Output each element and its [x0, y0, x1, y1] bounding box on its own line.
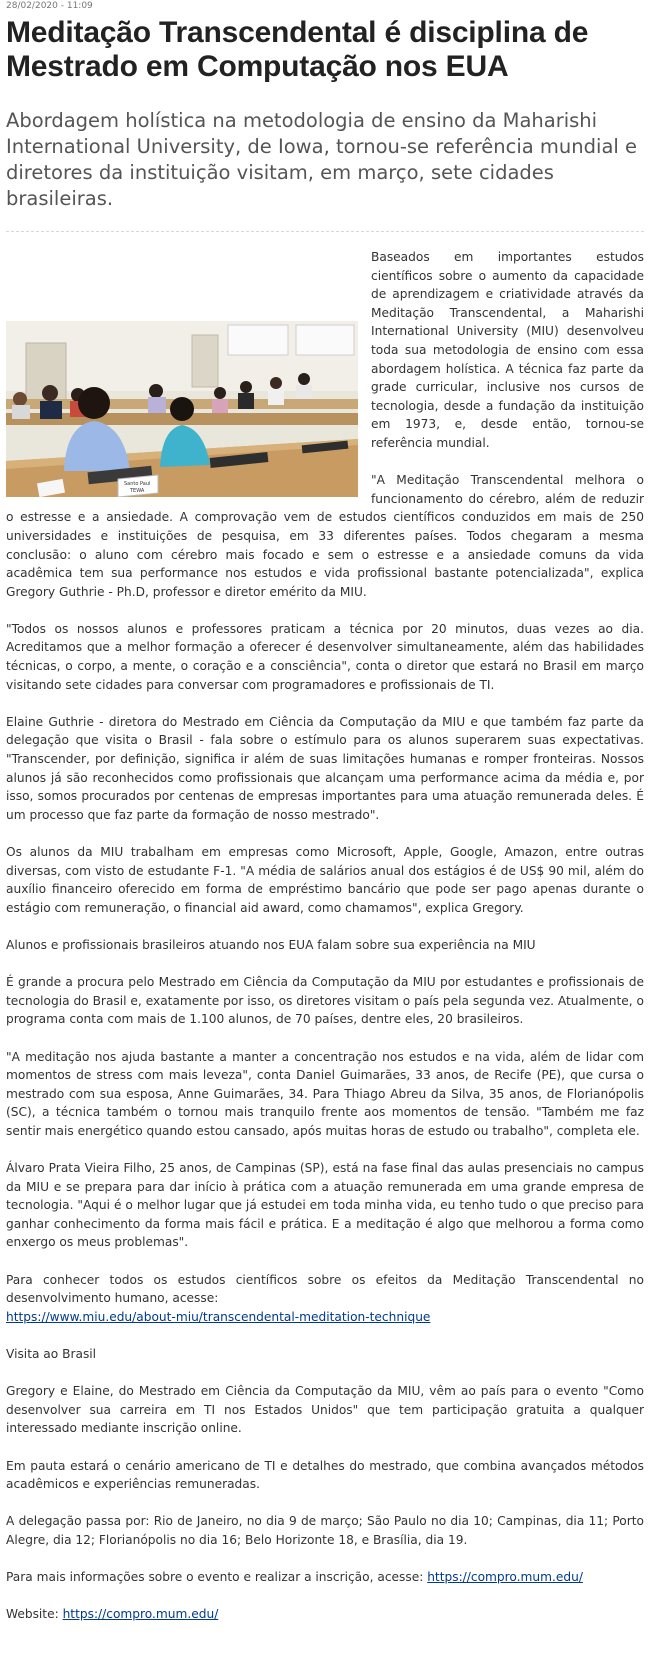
- info-paragraph: [6, 1568, 644, 1587]
- divider: [6, 231, 644, 232]
- visit-heading: Visita ao Brasil: [6, 1347, 97, 1362]
- paragraph-3: "Todos os nossos alunos e professores praticam a técnica por 20 minutos, duas vezes ao dia. Acreditamos que a melhor formação a oferecer é desenvolver simultaneamente, além das habilidades técnicas, o corpo, a mente, o coração e a consciência", conta o diretor que estará no Brasil em março visitando sete cidades para conversar com programadores e profissionais de TI.: [6, 621, 644, 692]
- article-body: [6, 248, 644, 1624]
- paragraph-7: "A meditação nos ajuda bastante a manter a concentração nos estudos e na vida, além de lidar com momentos de stress com mais leveza", conta Daniel Guimarães, 33 anos, de Recife (PE), que cursa o mestrado com sua esposa, Anne Guimarães, 34. Para Thiago Abreu da Silva, 35 anos, de Florianópolis (SC), a técnica também o tornou mais tranquilo frente aos momentos de tensão. "Também me faz sentir mais energético quando estou cansado, após muitas horas de estudo ou trabalho", completa ele.: [6, 1049, 644, 1138]
- paragraph-8: Álvaro Prata Vieira Filho, 25 anos, de Campinas (SP), está na fase final das aulas presenciais no campus da MIU e se prepara para dar início à prática com a atuação remunerada em uma grande empresa de tecnologia. "Aqui é o melhor lugar que já estudei em toda minha vida, eu tenho tudo o que preciso para ganhar conhecimento da forma mais fácil e prática. E a meditação é algo que melhorou a forma como enxergo os meus problemas".: [6, 1161, 644, 1250]
- paragraph-5: Os alunos da MIU trabalham em empresas como Microsoft, Apple, Google, Amazon, entre outras diversas, com visto de estudante F-1. "A média de salários anual dos estágios é de US$ 90 mil, além do auxílio financeiro oferecido em forma de empréstimo bancário que pode ser pago apenas durante o estágio com remuneração, o financial aid award, como chamamos", explica Gregory.: [6, 845, 644, 915]
- classroom-photo[interactable]: [6, 321, 358, 497]
- info-text: Para mais informações sobre o evento e realizar a inscrição, acesse:: [6, 1570, 424, 1585]
- article-title: Meditação Transcendental é disciplina de Mestrado em Computação nos EUA: [6, 16, 589, 83]
- article-lead: Abordagem holística na metodologia de ensino da Maharishi International University, de Iowa, tornou-se referência mundial e diretores da instituição visitam, em março, sete cidades brasileiras.: [6, 109, 638, 210]
- visit-paragraph-3: A delegação passa por: Rio de Janeiro, no dia 9 de março; São Paulo no dia 10; Campinas, dia 11; Porto Alegre, dia 12; Florianópolis no dia 16; Belo Horizonte 18, e Brasília, dia 19.: [6, 1514, 644, 1547]
- placard-line2: TEWA: [130, 488, 145, 494]
- website-paragraph: [6, 1605, 644, 1624]
- subheading-alunos: Alunos e profissionais brasileiros atuando nos EUA falam sobre sua experiência na MIU: [6, 937, 536, 952]
- visit-paragraph-2: Em pauta estará o cenário americano de TI e detalhes do mestrado, que combina avançados métodos acadêmicos e experiências remuneradas.: [6, 1458, 644, 1492]
- article: [6, 0, 644, 1643]
- website-link[interactable]: https://compro.mum.edu/: [62, 1607, 219, 1622]
- research-paragraph: [6, 1271, 644, 1327]
- research-text: Para conhecer todos os estudos científicos sobre os efeitos da Meditação Transcendental no desenvolvimento humano, acesse:: [6, 1272, 644, 1306]
- paragraph-1: Baseados em importantes estudos científicos sobre o aumento da capacidade de aprendizagem e criatividade através da Meditação Transcendental, a Maharishi International University (MIU) desenvolveu toda sua metodologia de ensino com essa abordagem holística. A técnica faz parte da grade curricular, inclusive nos cursos de tecnologia, desde a fundação da instituição em 1973, e, desde então, tornou-se referência mundial.: [371, 250, 644, 450]
- classroom-photo-image: [6, 321, 358, 497]
- paragraph-6: É grande a procura pelo Mestrado em Ciência da Computação da MIU por estudantes e profissionais de tecnologia do Brasil e, exatamente por isso, os diretores visitam o país pela segunda vez. Atualmente, o programa conta com mais de 1.100 alunos, de 70 países, dentre eles, 20 brasileiros.: [6, 975, 644, 1027]
- publish-date: 28/02/2020 - 11:09: [6, 1, 93, 11]
- visit-paragraph-1: Gregory e Elaine, do Mestrado em Ciência da Computação da MIU, vêm ao país para o evento "Como desenvolver sua carreira em TI nos Estados Unidos" que tem participação gratuita a qualquer interessado mediante inscrição online.: [6, 1384, 644, 1436]
- paragraph-2: "A Meditação Transcendental melhora o funcionamento do cérebro, além de reduzir o estresse e a ansiedade. A comprovação vem de estudos científicos conduzidos em mais de 250 universidades e instituições de pesquisa, em 33 diferentes países. Todos chegaram a mesma conclusão: o aluno com cérebro mais focado e sem o estresse e a ansiedade comuns da vida acadêmica tem sua performance nos estudos e vida profissional bastante potencializada", explica Gregory Guthrie - Ph.D, professor e diretor emérito da MIU.: [6, 473, 644, 599]
- placard-line1: Santo Paul: [124, 481, 151, 487]
- paragraph-4: Elaine Guthrie - diretora do Mestrado em Ciência da Computação da MIU e que também faz parte da delegação que visita o Brasil - fala sobre o estímulo para os alunos superarem suas expectativas. "Transcender, por definição, significa ir além de suas limitações humanas e romper fronteiras. Nossos alunos já são reconhecidos como profissionais que alcançam uma performance acima da média e, por isso, somos procurados por centenas de empresas importantes para uma atuação remunerada deles. É um processo que faz parte da formação de nosso mestrado".: [6, 714, 644, 822]
- info-link[interactable]: https://compro.mum.edu/: [427, 1570, 583, 1585]
- website-label: Website:: [6, 1607, 59, 1622]
- research-link[interactable]: https://www.miu.edu/about-miu/transcendental-meditation-technique: [6, 1309, 431, 1324]
